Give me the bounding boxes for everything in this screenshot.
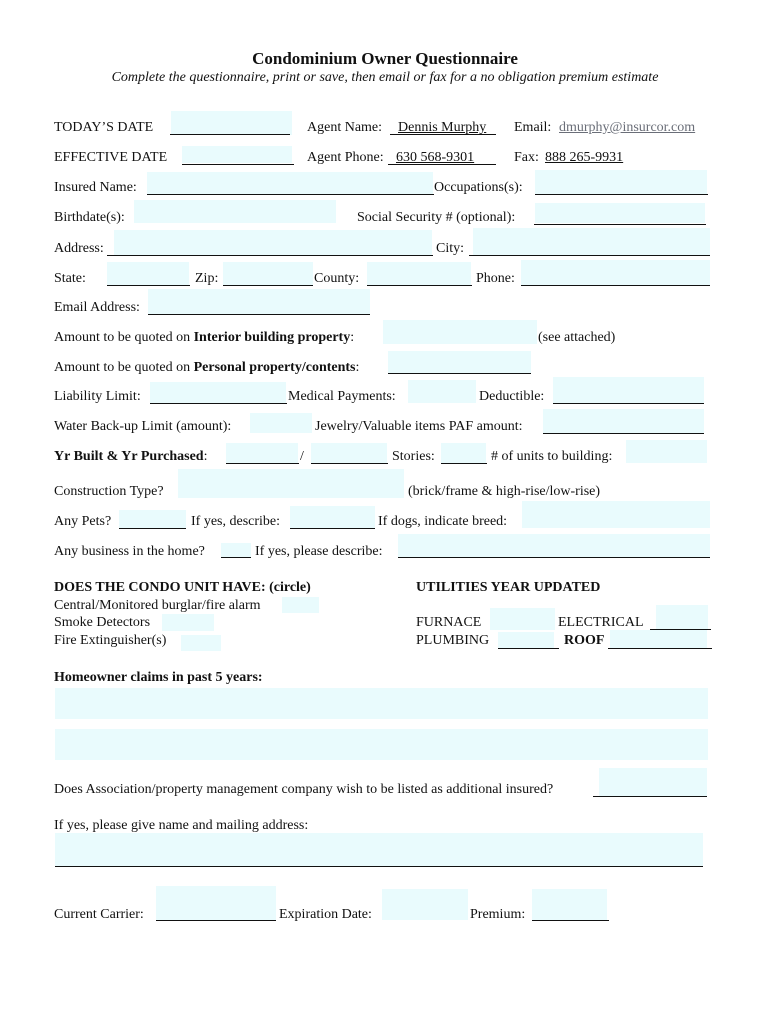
personal-amount-field[interactable] bbox=[388, 351, 531, 373]
pets-underline bbox=[119, 528, 186, 529]
current-carrier-underline bbox=[156, 920, 276, 921]
pets-field[interactable] bbox=[119, 510, 186, 528]
occupations-field[interactable] bbox=[535, 170, 707, 194]
ssn-underline bbox=[534, 224, 706, 225]
expiration-field[interactable] bbox=[382, 889, 468, 920]
liability-underline bbox=[150, 403, 287, 404]
state-label: State: bbox=[54, 271, 86, 286]
pets-describe-field[interactable] bbox=[290, 506, 375, 528]
zip-field[interactable] bbox=[223, 262, 313, 285]
agent-phone-underline bbox=[388, 164, 496, 165]
deductible-label: Deductible: bbox=[479, 389, 545, 404]
premium-underline bbox=[532, 920, 609, 921]
personal-amount-label bbox=[54, 360, 359, 376]
effective-date-underline bbox=[182, 164, 294, 165]
yr-purchased-field[interactable] bbox=[311, 443, 387, 463]
stories-field[interactable] bbox=[441, 443, 486, 463]
county-label: County: bbox=[314, 271, 360, 286]
occupations-label: Occupations(s): bbox=[434, 180, 523, 195]
effective-date-field[interactable] bbox=[182, 146, 292, 163]
phone-field[interactable] bbox=[521, 260, 710, 285]
agent-phone-value: 630 568-9301 bbox=[396, 150, 475, 165]
stories-label: Stories: bbox=[392, 449, 435, 464]
interior-suffix: : bbox=[350, 330, 355, 345]
city-underline bbox=[469, 255, 710, 256]
see-attached-note: (see attached) bbox=[538, 330, 616, 345]
water-backup-label: Water Back-up Limit (amount): bbox=[54, 419, 232, 434]
association-address-field[interactable] bbox=[55, 833, 703, 866]
interior-prefix: Amount to be quoted on bbox=[54, 330, 194, 345]
construction-hint: (brick/frame & high-rise/low-rise) bbox=[408, 484, 601, 499]
association-answer-underline bbox=[593, 796, 707, 797]
form-title: Condominium Owner Questionnaire bbox=[252, 49, 518, 68]
address-field[interactable] bbox=[114, 230, 432, 255]
todays-date-label: TODAY’S DATE bbox=[54, 120, 154, 135]
zip-underline bbox=[223, 285, 313, 286]
association-address-underline bbox=[55, 866, 703, 867]
birthdates-field[interactable] bbox=[134, 200, 336, 223]
business-describe-underline bbox=[398, 557, 710, 558]
utilities-heading: UTILITIES YEAR UPDATED bbox=[416, 580, 601, 595]
personal-amount-underline bbox=[388, 373, 531, 374]
effective-date-label: EFFECTIVE DATE bbox=[54, 150, 168, 165]
insured-email-field[interactable] bbox=[148, 289, 370, 314]
occupations-underline bbox=[535, 194, 708, 195]
current-carrier-label: Current Carrier: bbox=[54, 907, 144, 922]
deductible-field[interactable] bbox=[553, 377, 704, 403]
yr-built-field[interactable] bbox=[226, 443, 298, 463]
yr-purchased-underline bbox=[311, 463, 388, 464]
fax-label: Fax: bbox=[514, 150, 539, 165]
liability-field[interactable] bbox=[150, 382, 286, 403]
premium-label: Premium: bbox=[470, 907, 526, 922]
insured-email-underline bbox=[148, 314, 370, 315]
interior-amount-label bbox=[54, 330, 354, 346]
association-question: Does Association/property management company wish to be listed as additional insured? bbox=[54, 782, 554, 797]
county-underline bbox=[367, 285, 472, 286]
claims-field-line1[interactable] bbox=[55, 688, 708, 719]
pets-describe-underline bbox=[290, 528, 375, 529]
dogs-breed-field[interactable] bbox=[522, 501, 710, 528]
deductible-underline bbox=[553, 403, 704, 404]
electrical-label: ELECTRICAL bbox=[558, 615, 644, 630]
construction-field[interactable] bbox=[178, 469, 404, 498]
business-describe-field[interactable] bbox=[398, 534, 710, 557]
agent-name-value: Dennis Murphy bbox=[398, 120, 487, 135]
agent-name-underline bbox=[390, 134, 496, 135]
ssn-label: Social Security # (optional): bbox=[357, 210, 516, 225]
association-address-prompt: If yes, please give name and mailing address: bbox=[54, 818, 309, 833]
state-field[interactable] bbox=[107, 262, 189, 285]
current-carrier-field[interactable] bbox=[156, 886, 276, 920]
plumbing-field[interactable] bbox=[498, 632, 554, 648]
business-describe-label: If yes, please describe: bbox=[255, 544, 383, 559]
roof-field[interactable] bbox=[610, 630, 707, 648]
personal-bold: Personal property/contents bbox=[193, 360, 356, 375]
ssn-field[interactable] bbox=[535, 203, 705, 223]
construction-label: Construction Type? bbox=[54, 484, 164, 499]
todays-date-underline bbox=[170, 134, 290, 135]
city-label: City: bbox=[436, 241, 465, 256]
association-answer-field[interactable] bbox=[599, 768, 707, 796]
electrical-field[interactable] bbox=[656, 605, 708, 629]
extinguisher-field[interactable] bbox=[181, 635, 221, 651]
yr-slash: / bbox=[300, 449, 304, 464]
agent-email-link[interactable]: dmurphy@insurcor.com bbox=[559, 120, 696, 135]
jewelry-label: Jewelry/Valuable items PAF amount: bbox=[315, 419, 523, 434]
city-field[interactable] bbox=[473, 228, 710, 255]
smoke-field[interactable] bbox=[162, 614, 214, 631]
units-field[interactable] bbox=[626, 440, 707, 463]
todays-date-field[interactable] bbox=[171, 111, 292, 135]
business-label: Any business in the home? bbox=[54, 544, 205, 559]
liability-label: Liability Limit: bbox=[54, 389, 141, 404]
roof-underline bbox=[608, 648, 712, 649]
phone-underline bbox=[521, 285, 710, 286]
expiration-label: Expiration Date: bbox=[279, 907, 372, 922]
address-label: Address: bbox=[54, 241, 104, 256]
phone-label: Phone: bbox=[476, 271, 515, 286]
personal-suffix: : bbox=[355, 360, 360, 375]
dogs-breed-label: If dogs, indicate breed: bbox=[378, 514, 508, 529]
insured-email-label: Email Address: bbox=[54, 300, 140, 315]
plumbing-underline bbox=[498, 648, 559, 649]
insured-name-label: Insured Name: bbox=[54, 180, 137, 195]
claims-heading: Homeowner claims in past 5 years: bbox=[54, 670, 263, 685]
units-label: # of units to building: bbox=[491, 449, 613, 464]
address-underline bbox=[107, 255, 433, 256]
jewelry-field[interactable] bbox=[543, 409, 704, 433]
fax-value: 888 265-9931 bbox=[545, 150, 624, 165]
form-subtitle: Complete the questionnaire, print or save, then email or fax for a no obligation premium estimate bbox=[111, 70, 659, 85]
yr-built-bold: Yr Built & Yr Purchased bbox=[54, 449, 204, 464]
state-underline bbox=[107, 285, 190, 286]
roof-label: ROOF bbox=[564, 633, 605, 648]
yr-built-underline bbox=[226, 463, 299, 464]
claims-field-line2[interactable] bbox=[55, 729, 708, 760]
zip-label: Zip: bbox=[195, 271, 219, 286]
jewelry-underline bbox=[543, 433, 704, 434]
yr-built-label bbox=[54, 449, 208, 465]
business-field[interactable] bbox=[221, 543, 251, 557]
agent-name-label: Agent Name: bbox=[307, 120, 383, 135]
condo-item-smoke[interactable]: Smoke Detectors bbox=[54, 615, 151, 630]
medical-label: Medical Payments: bbox=[288, 389, 396, 404]
birthdates-label: Birthdate(s): bbox=[54, 210, 125, 225]
county-field[interactable] bbox=[367, 262, 471, 285]
yr-built-colon: : bbox=[203, 449, 208, 464]
insured-name-underline bbox=[147, 194, 434, 195]
condo-unit-heading: DOES THE CONDO UNIT HAVE: (circle) bbox=[54, 580, 311, 595]
premium-field[interactable] bbox=[532, 889, 607, 920]
furnace-label: FURNACE bbox=[416, 615, 482, 630]
interior-bold: Interior building property bbox=[193, 330, 351, 345]
email-label: Email: bbox=[514, 120, 552, 135]
personal-prefix: Amount to be quoted on bbox=[54, 360, 194, 375]
medical-field[interactable] bbox=[408, 380, 476, 403]
water-backup-field[interactable] bbox=[250, 413, 312, 433]
furnace-field[interactable] bbox=[490, 608, 555, 630]
condo-item-extinguisher[interactable]: Fire Extinguisher(s) bbox=[54, 633, 167, 648]
interior-amount-field[interactable] bbox=[383, 320, 537, 344]
stories-underline bbox=[441, 463, 487, 464]
agent-phone-label: Agent Phone: bbox=[307, 150, 384, 165]
business-underline bbox=[221, 557, 251, 558]
pets-describe-label: If yes, describe: bbox=[191, 514, 281, 529]
pets-label: Any Pets? bbox=[54, 514, 112, 529]
condo-item-alarm[interactable]: Central/Monitored burglar/fire alarm bbox=[54, 598, 261, 613]
alarm-field[interactable] bbox=[282, 597, 319, 613]
insured-name-field[interactable] bbox=[147, 172, 433, 194]
plumbing-label: PLUMBING bbox=[416, 633, 490, 648]
